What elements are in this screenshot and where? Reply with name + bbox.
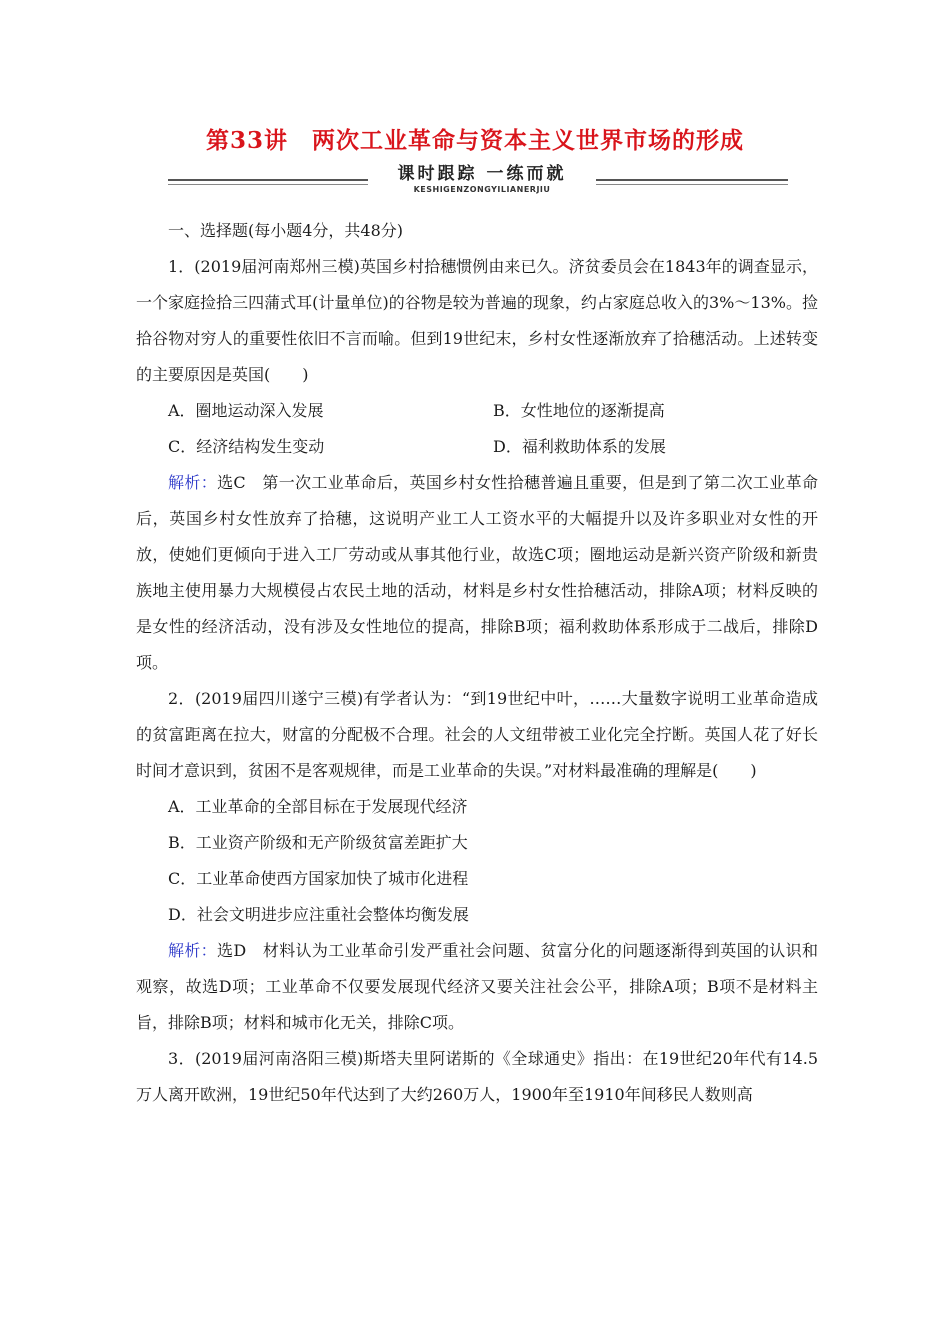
option-d: D．福利救助体系的发展	[493, 437, 666, 456]
option-d: D．社会文明进步应注重社会整体均衡发展	[168, 905, 469, 924]
analysis-text: 选C 第一次工业革命后，英国乡村女性拾穗普遍且重要，但是到了第二次工业革命后，英国乡村女性放弃了拾穗，这说明产业工人工资水平的大幅提升以及许多职业对女性的开放，使她们更倾向于进入工厂劳动或从事其他行业，故选C项；圈地运动是新兴资产阶级和新贵族地主使用暴力大规模侵占农民土地的活动，材料是乡村女性拾穗活动，排除A项；材料反映的是女性的经济活动，没有涉及女性地位的提高，排除B项；福利救助体系形成于二战后，排除D项。	[136, 473, 818, 672]
question-1-options-row-1	[136, 393, 818, 429]
question-1-analysis	[136, 465, 818, 681]
banner-main-text: 课时跟踪 一练而就	[397, 164, 567, 184]
banner	[168, 164, 788, 200]
banner-pinyin: KESHIGENZONGYILIANERJIU	[413, 185, 551, 194]
analysis-label: 解析：	[168, 941, 218, 960]
option-a: A．工业革命的全部目标在于发展现代经济	[168, 797, 468, 816]
question-2-stem: 2．(2019届四川遂宁三模)有学者认为：“到19世纪中叶，……大量数字说明工业革命造成的贫富距离在拉大，财富的分配极不合理。社会的人文纽带被工业化完全拧断。英国人花了好长时间才意识到，贫困不是客观规律，而是工业革命的失误。”对材料最准确的理解是( )	[136, 689, 818, 780]
option-c: C．经济结构发生变动	[168, 437, 325, 456]
analysis-label: 解析：	[168, 473, 218, 492]
document-body	[136, 213, 818, 1113]
option-c: C．工业革命使西方国家加快了城市化进程	[168, 869, 469, 888]
section-heading: 一、选择题(每小题4分，共48分)	[168, 221, 404, 240]
lesson-title: 第33讲 两次工业革命与资本主义世界市场的形成	[205, 127, 744, 154]
banner-label	[368, 164, 596, 196]
question-3-stem: 3．(2019届河南洛阳三模)斯塔夫里阿诺斯的《全球通史》指出：在19世纪20年代有14.5万人离开欧洲，19世纪50年代达到了大约260万人，1900年至1910年间移民人数则高	[136, 1049, 818, 1104]
question-2-analysis	[136, 933, 818, 1041]
question-1-options-row-2	[136, 429, 818, 465]
option-b: B．工业资产阶级和无产阶级贫富差距扩大	[168, 833, 468, 852]
option-b: B．女性地位的逐渐提高	[493, 401, 665, 420]
question-1-stem: 1．(2019届河南郑州三模)英国乡村拾穗惯例由来已久。济贫委员会在1843年的调查显示，一个家庭捡拾三四蒲式耳(计量单位)的谷物是较为普遍的现象，约占家庭总收入的3%～13%。捡拾谷物对穷人的重要性依旧不言而喻。但到19世纪末，乡村女性逐渐放弃了拾穗活动。上述转变的主要原因是英国( )	[136, 257, 818, 384]
option-a: A．圈地运动深入发展	[168, 401, 324, 420]
analysis-text: 选D 材料认为工业革命引发严重社会问题、贫富分化的问题逐渐得到英国的认识和观察，故选D项；工业革命不仅要发展现代经济又要关注社会公平，排除A项；B项不是材料主旨，排除B项；材料和城市化无关，排除C项。	[136, 941, 818, 1032]
